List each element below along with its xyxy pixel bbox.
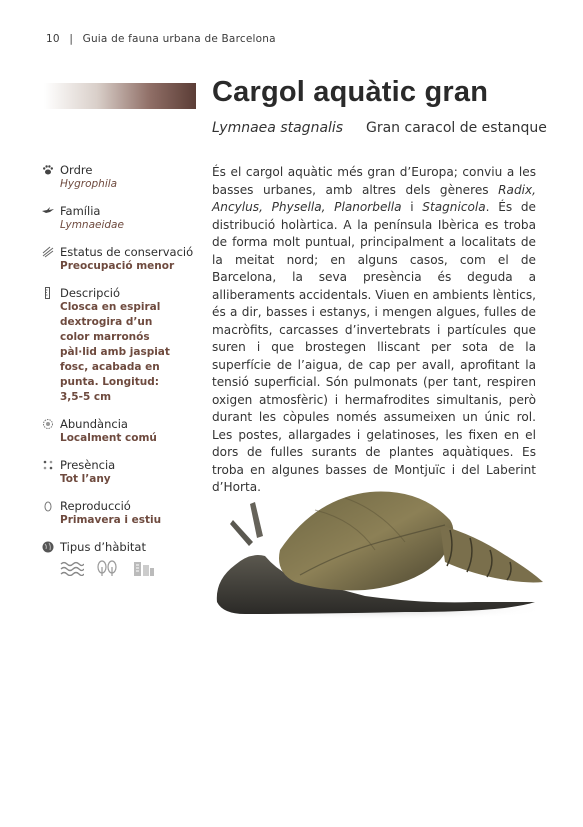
reproduccio-value: Primavera i estiu bbox=[60, 514, 162, 526]
buildings-icon bbox=[132, 560, 156, 576]
globe-icon bbox=[42, 541, 54, 553]
body-text-part: És el cargol aquàtic més gran d’Europa; conviu a les basses urbanes, amb altres dels gèneres bbox=[212, 165, 536, 197]
habitat-icons bbox=[60, 560, 202, 576]
field-ordre bbox=[42, 163, 202, 192]
field-familia bbox=[42, 204, 202, 233]
field-presencia bbox=[42, 458, 202, 487]
species-facts-sidebar bbox=[42, 163, 202, 588]
body-genera: Radix, Ancylus, Physella, Planorbella bbox=[212, 182, 536, 214]
running-header bbox=[46, 33, 276, 45]
estatus-label: Estatus de conservació bbox=[60, 245, 194, 259]
estatus-value: Preocupació menor bbox=[60, 260, 175, 272]
snail-illustration bbox=[205, 480, 550, 630]
decorative-gradient-bar bbox=[44, 83, 196, 109]
ordre-value: Hygrophila bbox=[60, 178, 118, 190]
conservation-icon bbox=[42, 246, 54, 258]
abundancia-label: Abundància bbox=[60, 417, 128, 431]
species-description-text bbox=[212, 164, 536, 497]
body-text-part: . És de distribució holàrtica. A la península Ibèrica es troba de forma molt puntual, principalment a localitats de la meitat nord; en alguns casos, com el de Barcelona, la seva presència és deguda a alliberaments accidentals. Viuen en ambients lèntics, és a dir, basses i estanys, i mengen algues, fulles de macròfits, carcasses d’invertebrats i partícules que suren i que brostegen lliscant per sota de la superfície de l’aigua, de cap per avall, aprofitant la tensió superficial. Són pulmonats (per tant, respiren oxigen atmosfèric) i hermafrodites simultanis, però durant les còpules només assumeixen un únic rol. Les postes, allargades i gelatinoses, les fixen en el dors de fulles surants de plantes aquàtiques. Es troba en algunes basses de Montjuïc i del Laberint d’Horta. bbox=[212, 200, 536, 494]
water-icon bbox=[60, 560, 84, 576]
field-descripcio bbox=[42, 286, 202, 405]
publication-title: Guia de fauna urbana de Barcelona bbox=[82, 33, 276, 45]
field-reproduccio bbox=[42, 499, 202, 528]
presencia-value: Tot l’any bbox=[60, 473, 111, 485]
descripcio-label: Descripció bbox=[60, 286, 121, 300]
descripcio-value: Closca en espiral dextrogira d’un color marronós pàl·lid amb jaspiat fosc, acabada en punta. Longitud: 3,5-5 cm bbox=[60, 301, 170, 403]
abundancia-value: Localment comú bbox=[60, 432, 157, 444]
species-title: Cargol aquàtic gran bbox=[212, 76, 489, 108]
ruler-icon bbox=[42, 287, 54, 299]
field-estatus bbox=[42, 245, 202, 274]
presencia-label: Presència bbox=[60, 458, 116, 472]
trees-icon bbox=[96, 560, 120, 576]
reproduccio-label: Reproducció bbox=[60, 499, 131, 513]
bird-icon bbox=[42, 205, 54, 217]
body-text-part: i bbox=[401, 200, 423, 214]
paw-icon bbox=[42, 164, 54, 176]
scientific-name: Lymnaea stagnalis bbox=[212, 120, 344, 136]
page-number: 10 bbox=[46, 33, 60, 45]
familia-value: Lymnaeidae bbox=[60, 219, 124, 231]
habitat-label: Tipus d’hàbitat bbox=[60, 540, 146, 554]
spanish-common-name: Gran caracol de estanque bbox=[366, 120, 547, 136]
egg-icon bbox=[42, 500, 54, 512]
familia-label: Família bbox=[60, 204, 101, 218]
field-abundancia bbox=[42, 417, 202, 446]
ordre-label: Ordre bbox=[60, 163, 93, 177]
presence-icon bbox=[42, 459, 54, 471]
field-habitat bbox=[42, 540, 202, 576]
abundance-icon bbox=[42, 418, 54, 430]
header-separator: | bbox=[69, 33, 74, 45]
body-genus-last: Stagnicola bbox=[422, 200, 486, 214]
